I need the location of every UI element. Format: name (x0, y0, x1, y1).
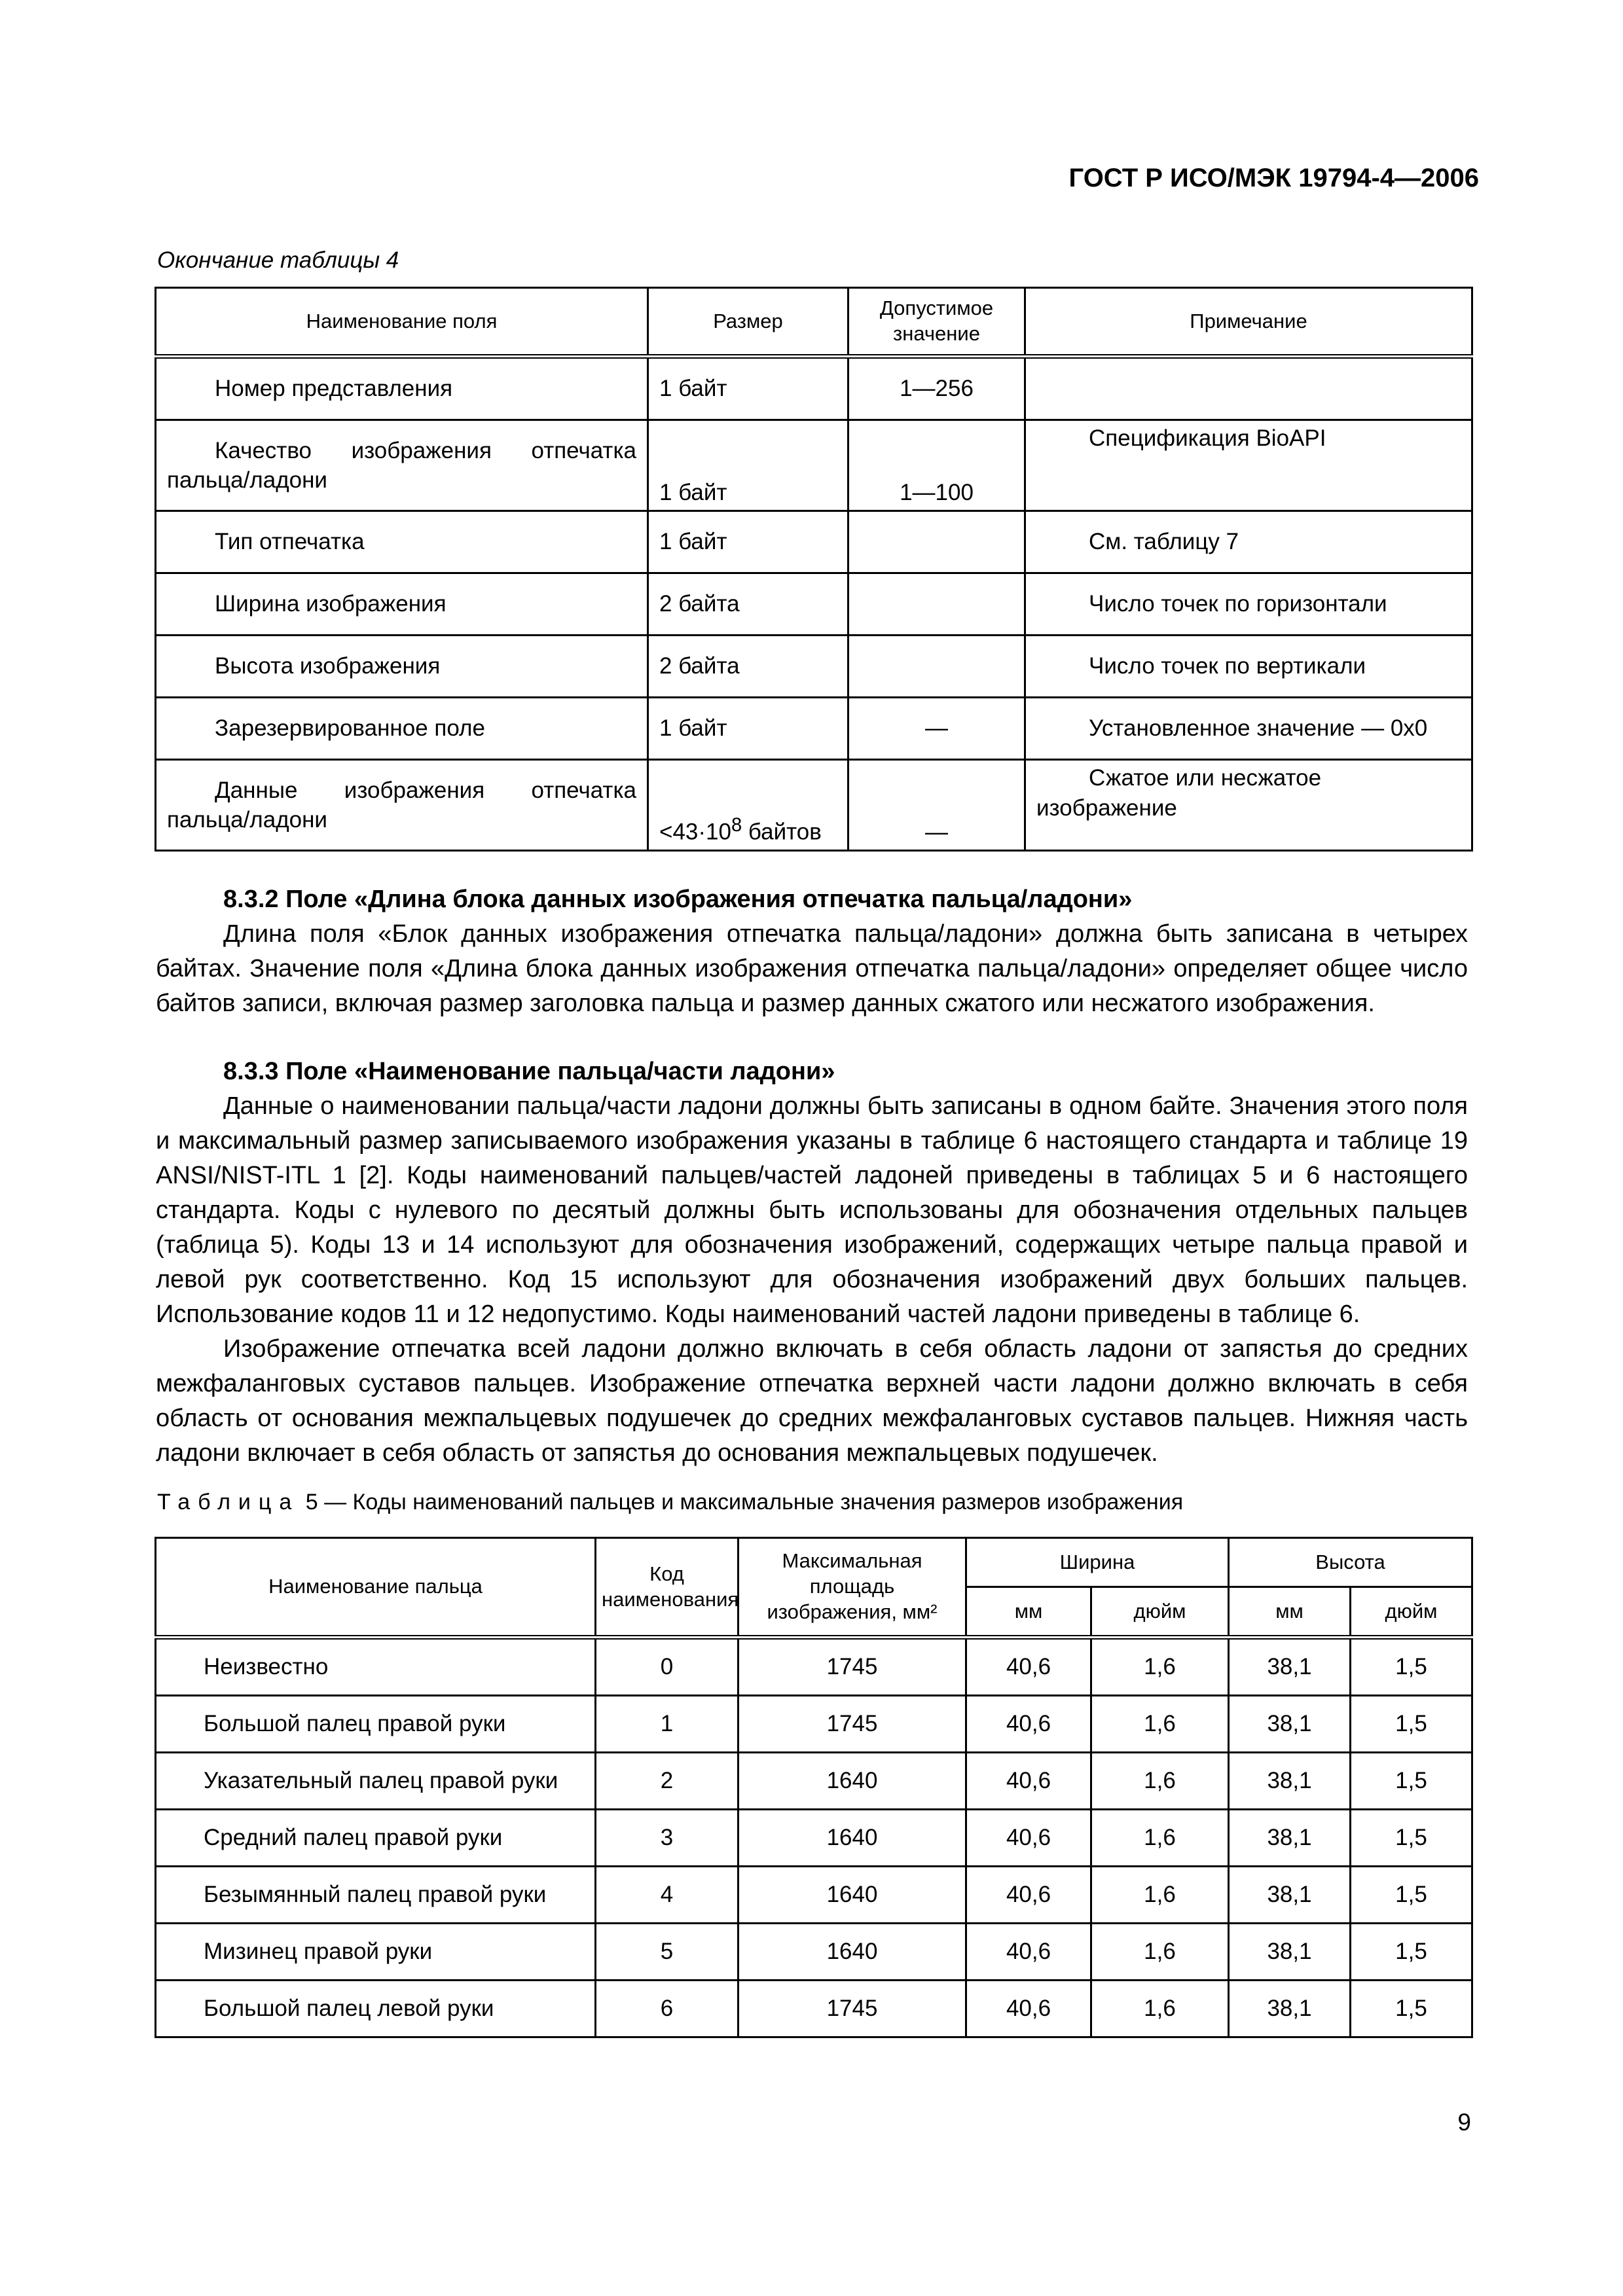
section-paragraph: Длина поля «Блок данных изображения отпечатка пальца/ладони» должна быть записана в четырех байтах. Значение поля «Длина блока данных изображения отпечатка пальца/ладони» определяет общее число байтов записи, включая размер заголовка пальца и размер данных сжатого или несжатого изображения. (156, 920, 1468, 1017)
field-allowed-value (848, 573, 1025, 636)
width-mm: 40,6 (966, 1696, 1091, 1753)
field-size: 1 байт (648, 420, 848, 511)
field-allowed-value: — (848, 698, 1025, 760)
max-area: 1745 (739, 1696, 966, 1753)
field-note: Установленное значение — 0x0 (1025, 698, 1472, 760)
column-header: Наименование поля (156, 288, 648, 357)
field-allowed-value (848, 511, 1025, 573)
width-mm: 40,6 (966, 1810, 1091, 1867)
finger-code: 4 (596, 1867, 739, 1924)
finger-code: 2 (596, 1753, 739, 1810)
field-allowed-value: — (848, 760, 1025, 851)
column-header-finger-name: Наименование пальца (156, 1538, 596, 1638)
finger-name: Указательный палец правой руки (156, 1753, 596, 1810)
field-allowed-value (848, 636, 1025, 698)
finger-code: 5 (596, 1924, 739, 1981)
column-header-height-mm: мм (1229, 1587, 1351, 1638)
table-row (156, 1696, 1472, 1753)
section-heading: 8.3.2 Поле «Длина блока данных изображения отпечатка пальца/ладони» (223, 886, 1133, 913)
column-header: Размер (648, 288, 848, 357)
max-area: 1745 (739, 1981, 966, 2037)
section-8-3-3 (156, 1054, 1468, 1471)
finger-code: 3 (596, 1810, 739, 1867)
field-size: 1 байт (648, 698, 848, 760)
field-name: Ширина изображения (156, 573, 648, 636)
column-header-max-area: Максимальная площадь изображения, мм² (739, 1538, 966, 1638)
height-mm: 38,1 (1229, 1924, 1351, 1981)
table-row (156, 357, 1472, 420)
width-mm: 40,6 (966, 1638, 1091, 1696)
height-inch: 1,5 (1351, 1638, 1472, 1696)
size-unit: байтов (742, 819, 822, 845)
field-allowed-value: 1—100 (848, 420, 1025, 511)
table-row (156, 1638, 1472, 1696)
finger-name: Большой палец правой руки (156, 1696, 596, 1753)
field-size: 2 байта (648, 573, 848, 636)
max-area: 1640 (739, 1810, 966, 1867)
field-note: См. таблицу 7 (1025, 511, 1472, 573)
size-value: <43·10 (659, 819, 731, 845)
field-name: Высота изображения (156, 636, 648, 698)
table-row (156, 760, 1472, 851)
section-8-3-2 (156, 882, 1468, 1021)
table-5-caption-label: Таблица (157, 1490, 300, 1515)
height-inch: 1,5 (1351, 1924, 1472, 1981)
width-inch: 1,6 (1091, 1924, 1229, 1981)
column-header-width-inch: дюйм (1091, 1587, 1229, 1638)
height-inch: 1,5 (1351, 1753, 1472, 1810)
table-5-header-row (156, 1538, 1472, 1587)
field-size: 1 байт (648, 357, 848, 420)
height-inch: 1,5 (1351, 1810, 1472, 1867)
width-inch: 1,6 (1091, 1867, 1229, 1924)
finger-name: Неизвестно (156, 1638, 596, 1696)
max-area: 1745 (739, 1638, 966, 1696)
table-row (156, 420, 1472, 511)
field-note: Число точек по вертикали (1025, 636, 1472, 698)
width-inch: 1,6 (1091, 1696, 1229, 1753)
column-header-width-mm: мм (966, 1587, 1091, 1638)
table-row (156, 1753, 1472, 1810)
size-exponent: 8 (731, 814, 742, 836)
max-area: 1640 (739, 1924, 966, 1981)
table-4-continuation-caption: Окончание таблицы 4 (157, 247, 399, 273)
finger-name: Мизинец правой руки (156, 1924, 596, 1981)
table-row (156, 636, 1472, 698)
finger-code: 0 (596, 1638, 739, 1696)
width-inch: 1,6 (1091, 1753, 1229, 1810)
field-note: Число точек по горизонтали (1025, 573, 1472, 636)
field-size: 1 байт (648, 511, 848, 573)
document-header: ГОСТ Р ИСО/МЭК 19794-4—2006 (1068, 164, 1479, 192)
width-inch: 1,6 (1091, 1981, 1229, 2037)
field-name: Тип отпечатка (156, 511, 648, 573)
column-header-height: Высота (1229, 1538, 1472, 1587)
height-mm: 38,1 (1229, 1981, 1351, 2037)
field-note: Спецификация BioAPI (1025, 420, 1472, 511)
height-mm: 38,1 (1229, 1867, 1351, 1924)
column-header: Допустимое значение (848, 288, 1025, 357)
section-paragraph: Изображение отпечатка всей ладони должно включать в себя область ладони от запястья до средних межфаланговых суставов пальцев. Изображение отпечатка верхней части ладони должно включать в себя область от основания межпальцевых подушечек до средних межфаланговых суставов пальцев. Нижняя часть ладони включает в себя область от запястья до основания межпальцевых подушечек. (156, 1335, 1468, 1467)
table-row (156, 698, 1472, 760)
finger-code: 6 (596, 1981, 739, 2037)
section-heading: 8.3.3 Поле «Наименование пальца/части ладони» (223, 1058, 835, 1085)
width-inch: 1,6 (1091, 1638, 1229, 1696)
max-area: 1640 (739, 1867, 966, 1924)
width-inch: 1,6 (1091, 1810, 1229, 1867)
height-mm: 38,1 (1229, 1696, 1351, 1753)
table-row (156, 1981, 1472, 2037)
field-size (648, 760, 848, 851)
height-mm: 38,1 (1229, 1753, 1351, 1810)
width-mm: 40,6 (966, 1924, 1091, 1981)
section-paragraph: Данные о наименовании пальца/части ладони должны быть записаны в одном байте. Значения этого поля и максимальный размер записываемого изображения указаны в таблице 6 настоящего стандарта и таблице 19 ANSI/NIST-ITL 1 [2]. Коды наименований пальцев/частей ладоней приведены в таблицах 5 и 6 настоящего стандарта. Коды с нулевого по десятый должны быть использованы для обозначения отдельных пальцев (таблица 5). Коды 13 и 14 используют для обозначения изображений, содержащих четыре пальца правой и левой рук соответственно. Код 15 используют для обозначения изображений двух больших пальцев. Использование кодов 11 и 12 недопустимо. Коды наименований частей ладони приведены в таблице 6. (156, 1092, 1468, 1328)
field-name: Номер представления (156, 357, 648, 420)
height-mm: 38,1 (1229, 1638, 1351, 1696)
width-mm: 40,6 (966, 1981, 1091, 2037)
finger-name: Безымянный палец правой руки (156, 1867, 596, 1924)
field-note: Сжатое или несжатое изображение (1025, 760, 1472, 851)
table-row (156, 1867, 1472, 1924)
table-row (156, 511, 1472, 573)
height-inch: 1,5 (1351, 1867, 1472, 1924)
table-4-header-row (156, 288, 1472, 357)
finger-code: 1 (596, 1696, 739, 1753)
table-4 (155, 287, 1473, 852)
finger-name: Большой палец левой руки (156, 1981, 596, 2037)
height-inch: 1,5 (1351, 1696, 1472, 1753)
width-mm: 40,6 (966, 1753, 1091, 1810)
table-row (156, 1810, 1472, 1867)
field-name: Данные изображения отпечатка пальца/ладони (156, 760, 648, 851)
table-5-body (156, 1638, 1472, 2037)
table-5 (155, 1537, 1473, 2038)
height-inch: 1,5 (1351, 1981, 1472, 2037)
column-header-width: Ширина (966, 1538, 1229, 1587)
table-row (156, 1924, 1472, 1981)
field-name: Зарезервированное поле (156, 698, 648, 760)
table-row (156, 573, 1472, 636)
column-header-height-inch: дюйм (1351, 1587, 1472, 1638)
table-5-caption (157, 1490, 1183, 1515)
column-header-code: Код наименования (596, 1538, 739, 1638)
page-number: 9 (1457, 2109, 1471, 2136)
field-size: 2 байта (648, 636, 848, 698)
height-mm: 38,1 (1229, 1810, 1351, 1867)
column-header: Примечание (1025, 288, 1472, 357)
table-5-caption-text: 5 — Коды наименований пальцев и максимальные значения размеров изображения (299, 1490, 1184, 1515)
field-note (1025, 357, 1472, 420)
width-mm: 40,6 (966, 1867, 1091, 1924)
field-allowed-value: 1—256 (848, 357, 1025, 420)
field-name: Качество изображения отпечатка пальца/ладони (156, 420, 648, 511)
finger-name: Средний палец правой руки (156, 1810, 596, 1867)
max-area: 1640 (739, 1753, 966, 1810)
